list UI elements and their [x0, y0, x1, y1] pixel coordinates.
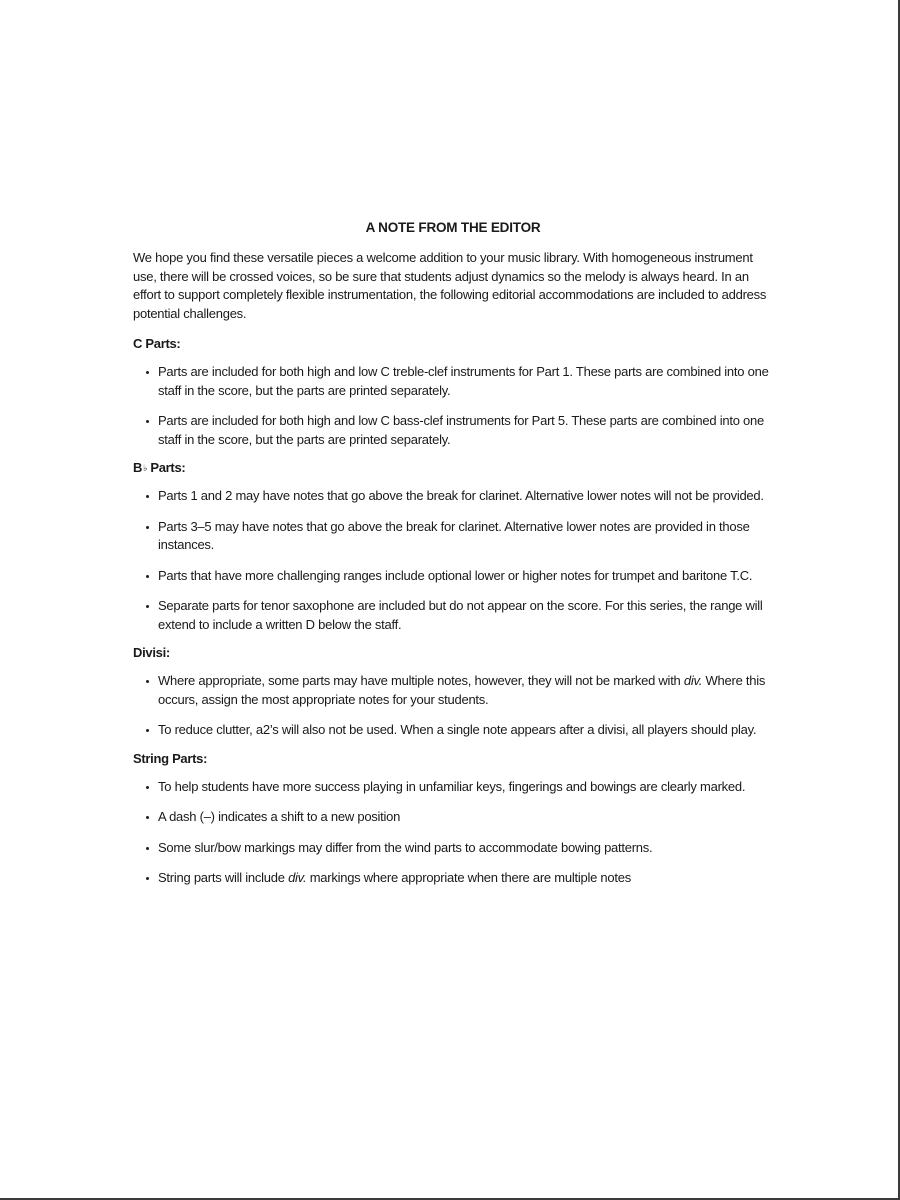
list-item: Parts are included for both high and low C bass-clef instruments for Part 5. These parts are combined into one staff in the score, but the parts are printed separately.	[133, 412, 773, 449]
string-parts-heading: String Parts:	[133, 750, 208, 766]
string-parts-list	[133, 778, 773, 888]
list-item: Separate parts for tenor saxophone are included but do not appear on the score. For this series, the range will extend to include a written D below the staff.	[133, 597, 773, 634]
divisi-list	[133, 672, 773, 740]
list-item: Parts 1 and 2 may have notes that go above the break for clarinet. Alternative lower notes will not be provided.	[133, 487, 773, 506]
div-marking: div.	[683, 673, 703, 688]
intro-paragraph: We hope you find these versatile pieces a welcome addition to your music library. With homogeneous instrument use, there will be crossed voices, so be sure that students adjust dynamics so the melody is always heard. In an effort to support completely flexible instrumentation, the following editorial accommodations are included to address potential challenges.	[133, 250, 767, 321]
div-marking: div.	[288, 870, 307, 885]
string-item4-text-b: markings where appropriate when there are multiple notes	[306, 870, 631, 885]
list-item: Parts that have more challenging ranges include optional lower or higher notes for trumpet and baritone T.C.	[133, 567, 773, 586]
list-item: Some slur/bow markings may differ from the wind parts to accommodate bowing patterns.	[133, 839, 773, 858]
flat-sign: ♭	[143, 463, 148, 473]
bflat-heading-rest: Parts:	[147, 460, 186, 475]
divisi-item1-text-b: Where this occurs, assign the most appropriate notes for your students.	[158, 673, 766, 707]
list-item: Parts 3–5 may have notes that go above the break for clarinet. Alternative lower notes are provided in those instances.	[133, 518, 773, 555]
page-title: A NOTE FROM THE EDITOR	[365, 220, 541, 235]
bflat-parts-heading	[133, 459, 773, 477]
list-item	[133, 672, 773, 709]
list-item: To reduce clutter, a2’s will also not be used. When a single note appears after a divisi, all players should play.	[133, 721, 773, 740]
list-item: Parts are included for both high and low C treble-clef instruments for Part 1. These parts are combined into one staff in the score, but the parts are printed separately.	[133, 363, 773, 400]
list-item: A dash (–) indicates a shift to a new position	[133, 808, 773, 827]
list-item	[133, 869, 773, 888]
editor-note	[133, 219, 773, 898]
bflat-parts-list	[133, 487, 773, 634]
c-parts-heading: C Parts:	[133, 336, 181, 351]
c-parts-list	[133, 363, 773, 449]
list-item: To help students have more success playing in unfamiliar keys, fingerings and bowings are clearly marked.	[133, 778, 773, 797]
string-item4-text-a: String parts will include	[158, 870, 289, 885]
bflat-heading-letter: B	[133, 460, 143, 475]
divisi-heading: Divisi:	[133, 645, 170, 660]
divisi-item1-text-a: Where appropriate, some parts may have multiple notes, however, they will not be marked with	[158, 673, 684, 688]
